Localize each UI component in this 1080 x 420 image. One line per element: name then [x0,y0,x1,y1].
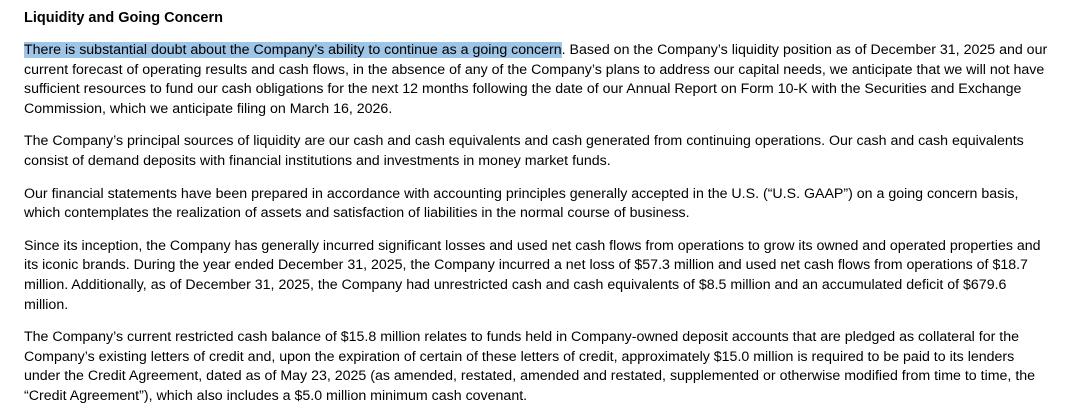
document-page [24,9,1054,420]
section-heading: Liquidity and Going Concern [24,10,223,26]
paragraph-going-concern [24,41,1054,119]
highlighted-text[interactable]: There is substantial doubt about the Company’s ability to continue as a going concern [24,42,562,58]
paragraph-restricted-cash: The Company’s current restricted cash balance of $15.8 million relates to funds held in Company-owned deposit accounts that are pledged as collateral for the Company’s existing letters of credit and, upon the expiration of certain of these letters of credit, approximately $15.0 million is required to be paid to its lenders under the Credit Agreement, dated as of May 23, 2025 (as amended, restated, amended and restated, supplemented or otherwise modified from time to time, the “Credit Agreement”), which also includes a $5.0 million minimum cash covenant. [24,329,1036,404]
paragraph-sources-of-liquidity: The Company’s principal sources of liquidity are our cash and cash equivalents and cash generated from continuing operations. Our cash and cash equivalents consist of demand deposits with financial institutions and investments in money market funds. [24,133,1024,169]
paragraph-financial-statements: Our financial statements have been prepared in accordance with accounting principles generally accepted in the U.S. (“U.S. GAAP”) on a going concern basis, which contemplates the realization of assets and satisfaction of liabilities in the normal course of business. [24,185,1019,222]
paragraph-text: . Based on the Company’s liquidity position as of December 31, 2025 and our current forecast of operating results and cash flows, in the absence of any of the Company’s plans to address our capital needs, we anticipate that we will not have sufficient resources to fund our cash obligations for the next 12 months following the date of our Annual Report on Form 10-K with the Securities and Exchange Commission, which we anticipate filing on March 16, 2026. [24,42,1048,117]
paragraph-losses: Since its inception, the Company has generally incurred significant losses and used net cash flows from operations to grow its owned and operated properties and its iconic brands. During the year ended December 31, 2025, the Company incurred a net loss of $57.3 million and used net cash flows from operations of $18.7 million. Additionally, as of December 31, 2025, the Company had unrestricted cash and cash equivalents of $8.5 million and an accumulated deficit of $679.6 million. [24,237,1041,313]
